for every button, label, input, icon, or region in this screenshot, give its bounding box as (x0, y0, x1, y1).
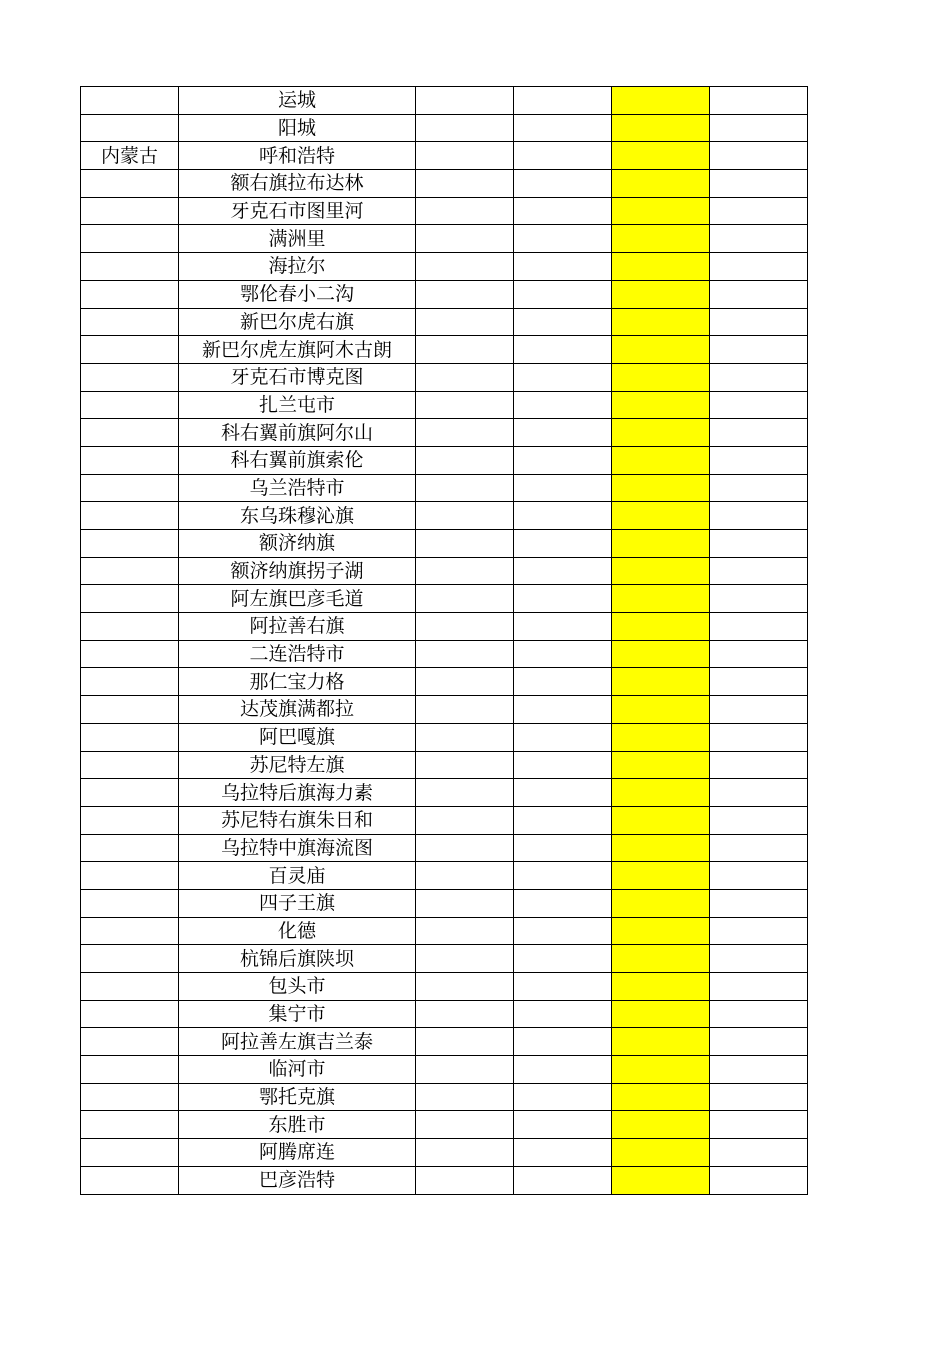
table-row (81, 1028, 808, 1056)
empty-cell-f[interactable] (710, 834, 808, 862)
table-row (81, 446, 808, 474)
table-row (81, 779, 808, 807)
province-cell[interactable] (81, 723, 179, 751)
station-cell[interactable]: 满洲里 (179, 225, 416, 253)
empty-cell-f[interactable] (710, 723, 808, 751)
empty-cell-c[interactable] (416, 1111, 514, 1139)
empty-cell-d[interactable] (514, 889, 612, 917)
table-row (81, 142, 808, 170)
empty-cell-c[interactable] (416, 613, 514, 641)
table-row (81, 751, 808, 779)
table-row (81, 225, 808, 253)
empty-cell-f[interactable] (710, 474, 808, 502)
empty-cell-d[interactable] (514, 1139, 612, 1167)
station-cell[interactable]: 那仁宝力格 (179, 668, 416, 696)
empty-cell-f[interactable] (710, 1083, 808, 1111)
empty-cell-d[interactable] (514, 640, 612, 668)
highlighted-cell-e[interactable] (612, 1028, 710, 1056)
empty-cell-d[interactable] (514, 391, 612, 419)
highlighted-cell-e[interactable] (612, 640, 710, 668)
empty-cell-c[interactable] (416, 363, 514, 391)
empty-cell-f[interactable] (710, 336, 808, 364)
empty-cell-d[interactable] (514, 723, 612, 751)
table-row (81, 723, 808, 751)
province-cell[interactable] (81, 170, 179, 198)
highlighted-cell-e[interactable] (612, 1111, 710, 1139)
empty-cell-d[interactable] (514, 917, 612, 945)
empty-cell-d[interactable] (514, 1028, 612, 1056)
highlighted-cell-e[interactable] (612, 530, 710, 558)
station-cell[interactable]: 海拉尔 (179, 253, 416, 281)
province-cell[interactable] (81, 779, 179, 807)
empty-cell-d[interactable] (514, 1166, 612, 1194)
table-row (81, 1083, 808, 1111)
province-cell[interactable] (81, 834, 179, 862)
empty-cell-d[interactable] (514, 1000, 612, 1028)
table-row (81, 391, 808, 419)
empty-cell-c[interactable] (416, 142, 514, 170)
empty-cell-d[interactable] (514, 502, 612, 530)
empty-cell-f[interactable] (710, 1139, 808, 1167)
empty-cell-d[interactable] (514, 751, 612, 779)
empty-cell-d[interactable] (514, 585, 612, 613)
empty-cell-f[interactable] (710, 308, 808, 336)
highlighted-cell-e[interactable] (612, 973, 710, 1001)
empty-cell-d[interactable] (514, 696, 612, 724)
highlighted-cell-e[interactable] (612, 751, 710, 779)
province-cell[interactable] (81, 446, 179, 474)
table-row (81, 585, 808, 613)
empty-cell-d[interactable] (514, 834, 612, 862)
station-cell[interactable]: 集宁市 (179, 1000, 416, 1028)
station-cell[interactable]: 四子王旗 (179, 889, 416, 917)
empty-cell-c[interactable] (416, 889, 514, 917)
station-cell[interactable]: 鄂伦春小二沟 (179, 280, 416, 308)
empty-cell-d[interactable] (514, 253, 612, 281)
empty-cell-d[interactable] (514, 336, 612, 364)
province-cell[interactable] (81, 225, 179, 253)
empty-cell-f[interactable] (710, 502, 808, 530)
table-row (81, 197, 808, 225)
empty-cell-c[interactable] (416, 280, 514, 308)
station-cell[interactable]: 二连浩特市 (179, 640, 416, 668)
province-cell[interactable] (81, 613, 179, 641)
station-cell[interactable]: 乌拉特后旗海力素 (179, 779, 416, 807)
table-row (81, 668, 808, 696)
table-row (81, 862, 808, 890)
empty-cell-d[interactable] (514, 779, 612, 807)
empty-cell-f[interactable] (710, 419, 808, 447)
province-cell[interactable] (81, 640, 179, 668)
station-cell[interactable]: 东胜市 (179, 1111, 416, 1139)
province-cell[interactable] (81, 1166, 179, 1194)
table-row (81, 1111, 808, 1139)
empty-cell-c[interactable] (416, 585, 514, 613)
empty-cell-f[interactable] (710, 1000, 808, 1028)
highlighted-cell-e[interactable] (612, 1056, 710, 1084)
empty-cell-c[interactable] (416, 308, 514, 336)
table-row (81, 973, 808, 1001)
empty-cell-d[interactable] (514, 557, 612, 585)
highlighted-cell-e[interactable] (612, 142, 710, 170)
station-cell[interactable]: 科右翼前旗索伦 (179, 446, 416, 474)
empty-cell-c[interactable] (416, 419, 514, 447)
table-row (81, 170, 808, 198)
station-cell[interactable]: 额右旗拉布达林 (179, 170, 416, 198)
empty-cell-f[interactable] (710, 585, 808, 613)
station-cell[interactable]: 阿拉善右旗 (179, 613, 416, 641)
empty-cell-f[interactable] (710, 1028, 808, 1056)
province-cell[interactable] (81, 917, 179, 945)
highlighted-cell-e[interactable] (612, 197, 710, 225)
station-cell[interactable]: 呼和浩特 (179, 142, 416, 170)
province-cell[interactable] (81, 751, 179, 779)
empty-cell-c[interactable] (416, 973, 514, 1001)
empty-cell-c[interactable] (416, 640, 514, 668)
empty-cell-f[interactable] (710, 917, 808, 945)
empty-cell-d[interactable] (514, 308, 612, 336)
empty-cell-c[interactable] (416, 1083, 514, 1111)
empty-cell-c[interactable] (416, 779, 514, 807)
empty-cell-d[interactable] (514, 1083, 612, 1111)
empty-cell-d[interactable] (514, 170, 612, 198)
empty-cell-c[interactable] (416, 668, 514, 696)
empty-cell-c[interactable] (416, 696, 514, 724)
table-row (81, 419, 808, 447)
highlighted-cell-e[interactable] (612, 446, 710, 474)
province-cell[interactable] (81, 945, 179, 973)
table-row (81, 613, 808, 641)
empty-cell-d[interactable] (514, 945, 612, 973)
province-cell[interactable] (81, 87, 179, 115)
highlighted-cell-e[interactable] (612, 779, 710, 807)
table-body (81, 87, 808, 1195)
empty-cell-c[interactable] (416, 1028, 514, 1056)
empty-cell-f[interactable] (710, 557, 808, 585)
empty-cell-c[interactable] (416, 723, 514, 751)
highlighted-cell-e[interactable] (612, 502, 710, 530)
empty-cell-f[interactable] (710, 225, 808, 253)
province-cell[interactable] (81, 474, 179, 502)
empty-cell-d[interactable] (514, 363, 612, 391)
highlighted-cell-e[interactable] (612, 696, 710, 724)
empty-cell-f[interactable] (710, 973, 808, 1001)
empty-cell-d[interactable] (514, 197, 612, 225)
station-cell[interactable]: 额济纳旗 (179, 530, 416, 558)
highlighted-cell-e[interactable] (612, 308, 710, 336)
station-cell[interactable]: 运城 (179, 87, 416, 115)
empty-cell-c[interactable] (416, 253, 514, 281)
province-cell[interactable] (81, 363, 179, 391)
highlighted-cell-e[interactable] (612, 1083, 710, 1111)
empty-cell-d[interactable] (514, 973, 612, 1001)
province-cell[interactable] (81, 668, 179, 696)
station-cell[interactable]: 杭锦后旗陕坝 (179, 945, 416, 973)
empty-cell-c[interactable] (416, 557, 514, 585)
highlighted-cell-e[interactable] (612, 363, 710, 391)
province-cell[interactable] (81, 114, 179, 142)
empty-cell-f[interactable] (710, 779, 808, 807)
empty-cell-d[interactable] (514, 474, 612, 502)
empty-cell-f[interactable] (710, 1111, 808, 1139)
empty-cell-d[interactable] (514, 114, 612, 142)
province-cell[interactable] (81, 253, 179, 281)
empty-cell-c[interactable] (416, 391, 514, 419)
station-cell[interactable]: 巴彦浩特 (179, 1166, 416, 1194)
spreadsheet-table (80, 86, 808, 1195)
station-cell[interactable]: 新巴尔虎左旗阿木古朗 (179, 336, 416, 364)
table-row (81, 114, 808, 142)
province-cell[interactable] (81, 336, 179, 364)
province-cell[interactable] (81, 530, 179, 558)
province-cell[interactable] (81, 862, 179, 890)
province-cell[interactable] (81, 1000, 179, 1028)
empty-cell-d[interactable] (514, 1111, 612, 1139)
highlighted-cell-e[interactable] (612, 889, 710, 917)
province-cell[interactable] (81, 1139, 179, 1167)
empty-cell-f[interactable] (710, 668, 808, 696)
station-cell[interactable]: 乌兰浩特市 (179, 474, 416, 502)
province-cell[interactable] (81, 557, 179, 585)
empty-cell-c[interactable] (416, 834, 514, 862)
province-cell[interactable] (81, 1028, 179, 1056)
province-cell[interactable]: 内蒙古 (81, 142, 179, 170)
station-cell[interactable]: 包头市 (179, 973, 416, 1001)
empty-cell-c[interactable] (416, 170, 514, 198)
province-cell[interactable] (81, 1111, 179, 1139)
empty-cell-d[interactable] (514, 530, 612, 558)
station-cell[interactable]: 科右翼前旗阿尔山 (179, 419, 416, 447)
highlighted-cell-e[interactable] (612, 336, 710, 364)
table-row (81, 363, 808, 391)
station-cell[interactable]: 阿左旗巴彦毛道 (179, 585, 416, 613)
table-row (81, 1000, 808, 1028)
empty-cell-d[interactable] (514, 806, 612, 834)
station-cell[interactable]: 阿拉善左旗吉兰泰 (179, 1028, 416, 1056)
empty-cell-c[interactable] (416, 114, 514, 142)
table-row (81, 474, 808, 502)
empty-cell-f[interactable] (710, 391, 808, 419)
table-row (81, 640, 808, 668)
empty-cell-f[interactable] (710, 806, 808, 834)
table-row (81, 280, 808, 308)
empty-cell-c[interactable] (416, 474, 514, 502)
empty-cell-c[interactable] (416, 502, 514, 530)
station-cell[interactable]: 新巴尔虎右旗 (179, 308, 416, 336)
empty-cell-f[interactable] (710, 613, 808, 641)
empty-cell-d[interactable] (514, 225, 612, 253)
empty-cell-c[interactable] (416, 1166, 514, 1194)
province-cell[interactable] (81, 308, 179, 336)
empty-cell-f[interactable] (710, 696, 808, 724)
highlighted-cell-e[interactable] (612, 668, 710, 696)
empty-cell-d[interactable] (514, 419, 612, 447)
highlighted-cell-e[interactable] (612, 613, 710, 641)
station-cell[interactable]: 乌拉特中旗海流图 (179, 834, 416, 862)
empty-cell-f[interactable] (710, 751, 808, 779)
station-cell[interactable]: 牙克石市图里河 (179, 197, 416, 225)
province-cell[interactable] (81, 391, 179, 419)
table-row (81, 917, 808, 945)
station-cell[interactable]: 苏尼特右旗朱日和 (179, 806, 416, 834)
highlighted-cell-e[interactable] (612, 806, 710, 834)
empty-cell-c[interactable] (416, 862, 514, 890)
empty-cell-f[interactable] (710, 446, 808, 474)
table-row (81, 557, 808, 585)
province-cell[interactable] (81, 1083, 179, 1111)
highlighted-cell-e[interactable] (612, 474, 710, 502)
highlighted-cell-e[interactable] (612, 945, 710, 973)
highlighted-cell-e[interactable] (612, 114, 710, 142)
table-row (81, 502, 808, 530)
table-row (81, 806, 808, 834)
empty-cell-f[interactable] (710, 889, 808, 917)
table-row (81, 530, 808, 558)
province-cell[interactable] (81, 585, 179, 613)
station-cell[interactable]: 达茂旗满都拉 (179, 696, 416, 724)
empty-cell-c[interactable] (416, 530, 514, 558)
empty-cell-c[interactable] (416, 1139, 514, 1167)
station-cell[interactable]: 化德 (179, 917, 416, 945)
empty-cell-f[interactable] (710, 363, 808, 391)
highlighted-cell-e[interactable] (612, 170, 710, 198)
table-row (81, 834, 808, 862)
empty-cell-d[interactable] (514, 862, 612, 890)
empty-cell-f[interactable] (710, 114, 808, 142)
table-row (81, 889, 808, 917)
province-cell[interactable] (81, 806, 179, 834)
empty-cell-f[interactable] (710, 170, 808, 198)
empty-cell-c[interactable] (416, 945, 514, 973)
table-row (81, 336, 808, 364)
station-cell[interactable]: 鄂托克旗 (179, 1083, 416, 1111)
highlighted-cell-e[interactable] (612, 280, 710, 308)
table-row (81, 308, 808, 336)
empty-cell-f[interactable] (710, 253, 808, 281)
table-row (81, 87, 808, 115)
table-row (81, 253, 808, 281)
highlighted-cell-e[interactable] (612, 253, 710, 281)
province-cell[interactable] (81, 973, 179, 1001)
station-cell[interactable]: 东乌珠穆沁旗 (179, 502, 416, 530)
empty-cell-f[interactable] (710, 87, 808, 115)
table-row (81, 945, 808, 973)
empty-cell-d[interactable] (514, 142, 612, 170)
empty-cell-c[interactable] (416, 751, 514, 779)
empty-cell-c[interactable] (416, 336, 514, 364)
province-cell[interactable] (81, 696, 179, 724)
highlighted-cell-e[interactable] (612, 917, 710, 945)
highlighted-cell-e[interactable] (612, 225, 710, 253)
highlighted-cell-e[interactable] (612, 1000, 710, 1028)
highlighted-cell-e[interactable] (612, 557, 710, 585)
station-cell[interactable]: 百灵庙 (179, 862, 416, 890)
province-cell[interactable] (81, 419, 179, 447)
table-row (81, 696, 808, 724)
highlighted-cell-e[interactable] (612, 585, 710, 613)
empty-cell-f[interactable] (710, 862, 808, 890)
empty-cell-f[interactable] (710, 280, 808, 308)
highlighted-cell-e[interactable] (612, 834, 710, 862)
station-cell[interactable]: 扎兰屯市 (179, 391, 416, 419)
empty-cell-f[interactable] (710, 945, 808, 973)
highlighted-cell-e[interactable] (612, 862, 710, 890)
empty-cell-f[interactable] (710, 142, 808, 170)
table-row (81, 1139, 808, 1167)
province-cell[interactable] (81, 502, 179, 530)
station-cell[interactable]: 额济纳旗拐子湖 (179, 557, 416, 585)
empty-cell-c[interactable] (416, 806, 514, 834)
highlighted-cell-e[interactable] (612, 1139, 710, 1167)
empty-cell-d[interactable] (514, 87, 612, 115)
province-cell[interactable] (81, 1056, 179, 1084)
empty-cell-f[interactable] (710, 197, 808, 225)
station-cell[interactable]: 牙克石市博克图 (179, 363, 416, 391)
empty-cell-c[interactable] (416, 197, 514, 225)
empty-cell-d[interactable] (514, 668, 612, 696)
province-cell[interactable] (81, 197, 179, 225)
empty-cell-f[interactable] (710, 1166, 808, 1194)
empty-cell-d[interactable] (514, 613, 612, 641)
highlighted-cell-e[interactable] (612, 723, 710, 751)
empty-cell-c[interactable] (416, 446, 514, 474)
empty-cell-c[interactable] (416, 225, 514, 253)
station-cell[interactable]: 阿腾席连 (179, 1139, 416, 1167)
empty-cell-f[interactable] (710, 530, 808, 558)
empty-cell-d[interactable] (514, 280, 612, 308)
station-cell[interactable]: 苏尼特左旗 (179, 751, 416, 779)
station-cell[interactable]: 临河市 (179, 1056, 416, 1084)
province-cell[interactable] (81, 280, 179, 308)
empty-cell-f[interactable] (710, 640, 808, 668)
highlighted-cell-e[interactable] (612, 87, 710, 115)
province-cell[interactable] (81, 889, 179, 917)
empty-cell-c[interactable] (416, 1056, 514, 1084)
empty-cell-c[interactable] (416, 917, 514, 945)
station-cell[interactable]: 阳城 (179, 114, 416, 142)
empty-cell-c[interactable] (416, 87, 514, 115)
table-row (81, 1166, 808, 1194)
empty-cell-d[interactable] (514, 1056, 612, 1084)
empty-cell-c[interactable] (416, 1000, 514, 1028)
empty-cell-d[interactable] (514, 446, 612, 474)
highlighted-cell-e[interactable] (612, 391, 710, 419)
highlighted-cell-e[interactable] (612, 419, 710, 447)
table-row (81, 1056, 808, 1084)
station-cell[interactable]: 阿巴嘎旗 (179, 723, 416, 751)
empty-cell-f[interactable] (710, 1056, 808, 1084)
highlighted-cell-e[interactable] (612, 1166, 710, 1194)
